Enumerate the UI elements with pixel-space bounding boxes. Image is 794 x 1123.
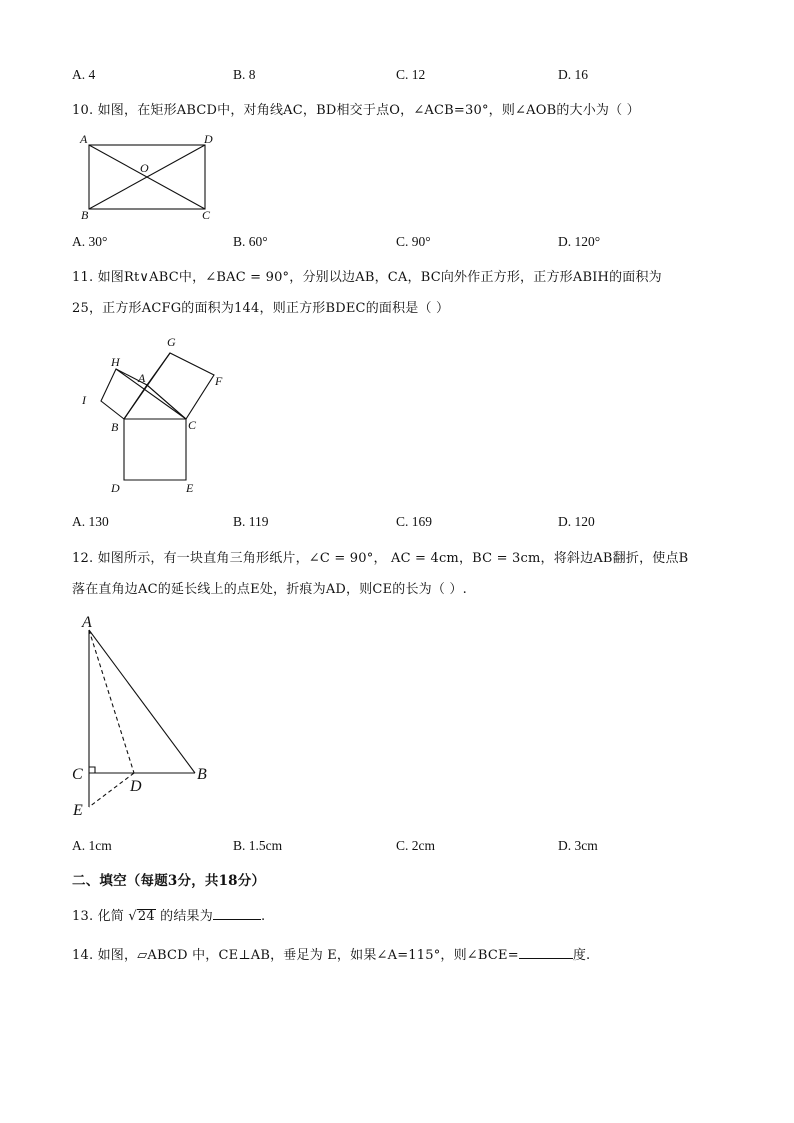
q12-fold-ad xyxy=(89,630,134,773)
q12-label-b: B xyxy=(197,766,207,783)
q10-option-d: D. 120° xyxy=(558,234,601,249)
q14-end: 度. xyxy=(572,948,591,963)
section-2-heading: 二、填空（每题3分，共18分） xyxy=(72,873,266,889)
q11-triangle-lines xyxy=(124,353,214,419)
q11-line-ch xyxy=(116,369,186,419)
q10-label-d: D xyxy=(204,132,213,146)
q11-label-g: G xyxy=(167,335,176,349)
q10-label-a: A xyxy=(80,132,88,146)
q10-label-o: O xyxy=(140,161,149,175)
q11-option-a: A. 130 xyxy=(72,514,109,529)
q10-text: 10. 如图，在矩形ABCD中，对角线AC，BD相交于点O，∠ACB=30°，则∠AOB的大小为（ ） xyxy=(72,103,640,118)
q11-label-h: H xyxy=(111,355,120,369)
q12-right-angle-mark xyxy=(89,767,95,773)
q9-option-c: C. 12 xyxy=(396,67,426,82)
q9-option-b: B. 8 xyxy=(233,67,256,82)
q12-label-c: C xyxy=(72,766,83,783)
q13-suffix: 的结果为 xyxy=(160,909,213,924)
q11-label-c: C xyxy=(188,418,197,432)
q13-sqrt-sign: √ xyxy=(128,909,137,924)
q11-line-bg xyxy=(124,353,170,419)
q11-label-f: F xyxy=(215,374,223,388)
q13-end: . xyxy=(260,909,266,924)
q14-answer-blank[interactable] xyxy=(519,946,573,959)
q11-label-b: B xyxy=(111,420,119,434)
q10-option-a: A. 30° xyxy=(72,234,108,249)
q9-option-a: A. 4 xyxy=(72,67,96,82)
q10-label-b: B xyxy=(81,208,89,222)
q12-option-b: B. 1.5cm xyxy=(233,838,283,853)
q12-text-line1: 12. 如图所示，有一块直角三角形纸片，∠C = 90°， AC = 4cm，BC = 3cm，将斜边AB翻折，使点B xyxy=(72,551,689,566)
q11-square-abih xyxy=(101,369,147,419)
q10-option-c: C. 90° xyxy=(396,234,431,249)
q11-text-line2: 25，正方形ACFG的面积为144，则正方形BDEC的面积是（ ） xyxy=(72,301,450,316)
q11-label-i: I xyxy=(82,393,86,407)
q13-answer-blank[interactable] xyxy=(213,907,261,920)
q13-radicand: 24 xyxy=(137,909,155,924)
q11-label-e: E xyxy=(186,481,194,495)
q11-option-b: B. 119 xyxy=(233,514,269,529)
q12-option-a: A. 1cm xyxy=(72,838,112,853)
q11-square-bdec xyxy=(124,419,186,480)
q11-square-acfg xyxy=(147,353,214,419)
q13-prefix: 13. 化简 xyxy=(72,909,125,924)
q14-text: 14. 如图，▱ABCD 中，CE⊥AB，垂足为 E，如果∠A=115°，则∠BCE= xyxy=(72,948,519,963)
q14-text-row xyxy=(72,944,590,963)
q12-text-line2: 落在直角边AC的延长线上的点E处，折痕为AD，则CE的长为（ ）. xyxy=(72,582,467,597)
q11-text-line1: 11. 如图Rt∨ABC中，∠BAC = 90°，分别以边AB，CA，BC向外作正方形，正方形ABIH的面积为 xyxy=(72,270,662,285)
q9-option-d: D. 16 xyxy=(558,67,588,82)
q10-diagonal-ac xyxy=(89,145,205,209)
q12-label-a: A xyxy=(82,614,92,631)
q12-line-de xyxy=(89,773,134,807)
q12-option-d: D. 3cm xyxy=(558,838,598,853)
q13-text xyxy=(72,905,265,924)
q12-label-e: E xyxy=(73,802,83,819)
q12-label-d: D xyxy=(130,778,142,795)
q10-option-b: B. 60° xyxy=(233,234,268,249)
q11-label-d: D xyxy=(111,481,120,495)
q11-label-a: A xyxy=(138,371,146,385)
q11-option-c: C. 169 xyxy=(396,514,433,529)
q12-option-c: C. 2cm xyxy=(396,838,435,853)
q10-label-c: C xyxy=(202,208,211,222)
q10-rect-abcd xyxy=(89,145,205,209)
q12-line-ab xyxy=(89,630,195,773)
q10-diagonal-bd xyxy=(89,145,205,209)
q11-option-d: D. 120 xyxy=(558,514,595,529)
